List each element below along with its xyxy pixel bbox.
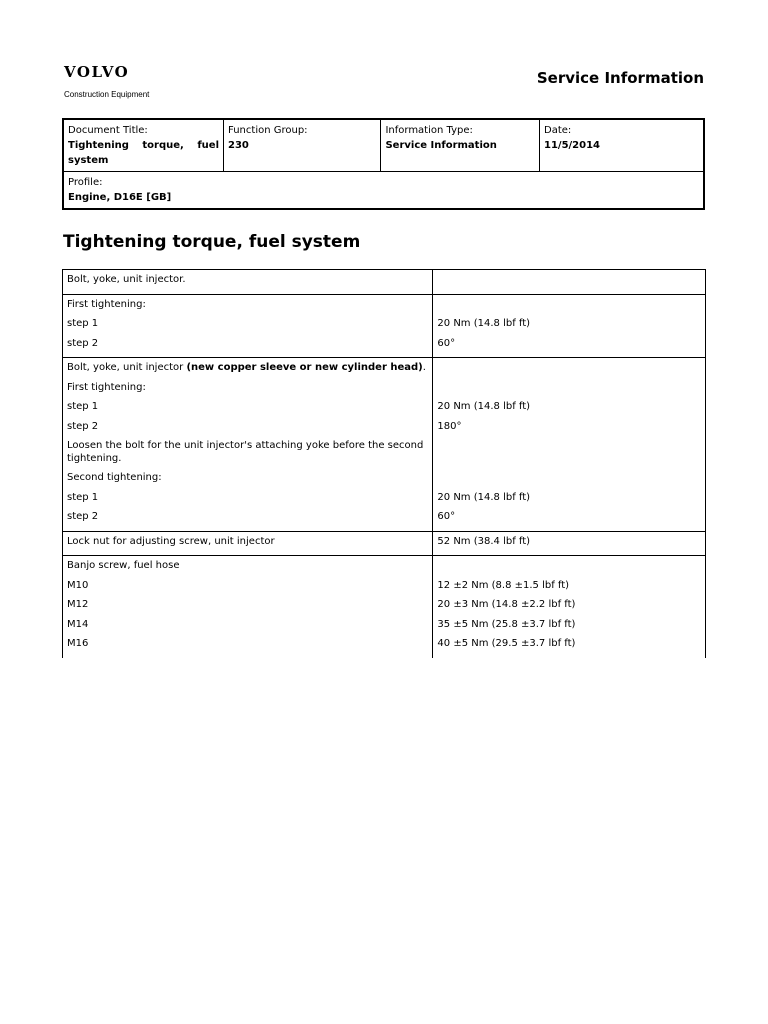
- document-title-label: Document Title:: [68, 125, 148, 136]
- torque-value-cell: [433, 294, 706, 358]
- torque-value: 40 ±5 Nm (29.5 ±3.7 lbf ft): [437, 638, 576, 649]
- torque-label-cell: [63, 294, 433, 358]
- date-label: Date:: [544, 125, 572, 136]
- torque-value-cell: [433, 531, 706, 556]
- thread-size-label: M12: [67, 599, 89, 610]
- step-label: step 1: [67, 318, 99, 329]
- document-meta-table: [62, 118, 705, 210]
- function-group-label: Function Group:: [228, 125, 308, 136]
- profile-value: Engine, D16E [GB]: [68, 192, 172, 203]
- step-label: step 2: [67, 420, 99, 432]
- service-information-heading: Service Information: [536, 69, 704, 87]
- section-heading-emphasis: (new copper sleeve or new cylinder head): [186, 362, 423, 373]
- information-type-value: Service Information: [385, 140, 497, 151]
- torque-label-cell: [63, 531, 433, 556]
- section-heading: Bolt, yoke, unit injector.: [67, 274, 186, 285]
- document-title-cell: [63, 119, 224, 172]
- date-value: 11/5/2014: [544, 140, 601, 151]
- table-row: [63, 531, 706, 556]
- brand-subtitle: Construction Equipment: [64, 90, 150, 99]
- torque-value: 12 ±2 Nm (8.8 ±1.5 lbf ft): [437, 579, 570, 591]
- thread-size-label: M16: [67, 638, 89, 649]
- function-group-value: 230: [228, 140, 249, 151]
- step-label: step 1: [67, 491, 99, 503]
- volvo-logo: [64, 64, 149, 100]
- torque-label-cell: [63, 556, 433, 658]
- section-heading: [67, 360, 428, 380]
- instruction-note: Loosen the bolt for the unit injector's attaching yoke before the second tightening.: [67, 440, 424, 464]
- section-heading-period: .: [422, 362, 426, 373]
- table-row: [63, 556, 706, 658]
- first-tightening-label: First tightening:: [67, 381, 146, 393]
- torque-value: 20 ±3 Nm (14.8 ±2.2 lbf ft): [437, 599, 576, 610]
- function-group-cell: [224, 119, 381, 172]
- torque-label-cell: [63, 270, 433, 295]
- torque-value-cell: [433, 556, 706, 658]
- page-title: Tightening torque, fuel system: [63, 232, 361, 252]
- torque-value: 20 Nm (14.8 lbf ft): [437, 318, 531, 329]
- torque-label-cell: [63, 358, 433, 532]
- table-row: [63, 294, 706, 358]
- angle-value: 60°: [437, 337, 456, 349]
- thread-size-label: M14: [67, 618, 89, 630]
- angle-value: 180°: [437, 420, 462, 432]
- lock-nut-label: Lock nut for adjusting screw, unit injector: [67, 535, 275, 547]
- section-heading-text: Bolt, yoke, unit injector: [67, 362, 187, 373]
- torque-value-cell: [433, 270, 706, 295]
- brand-wordmark: VOLVO: [64, 63, 130, 81]
- torque-value: 20 Nm (14.8 lbf ft): [437, 401, 531, 412]
- step-label: step 2: [67, 511, 99, 522]
- document-title-value: Tightening torque, fuel system: [68, 140, 220, 166]
- thread-size-label: M10: [67, 579, 89, 591]
- table-row: [63, 270, 706, 295]
- information-type-cell: [381, 119, 540, 172]
- step-label: step 2: [67, 337, 99, 349]
- torque-value: 52 Nm (38.4 lbf ft): [437, 535, 531, 547]
- profile-cell: [63, 172, 704, 210]
- section-heading: Banjo screw, fuel hose: [67, 560, 180, 571]
- torque-value-cell: [433, 358, 706, 532]
- profile-label: Profile:: [68, 177, 103, 188]
- step-label: step 1: [67, 401, 99, 412]
- date-cell: [540, 119, 705, 172]
- information-type-label: Information Type:: [385, 125, 473, 136]
- torque-table: [62, 269, 706, 658]
- torque-value: 20 Nm (14.8 lbf ft): [437, 491, 531, 503]
- angle-value: 60°: [437, 511, 456, 522]
- second-tightening-label: Second tightening:: [67, 472, 162, 483]
- first-tightening-label: First tightening:: [67, 298, 146, 310]
- torque-value: 35 ±5 Nm (25.8 ±3.7 lbf ft): [437, 618, 576, 630]
- table-row: [63, 358, 706, 532]
